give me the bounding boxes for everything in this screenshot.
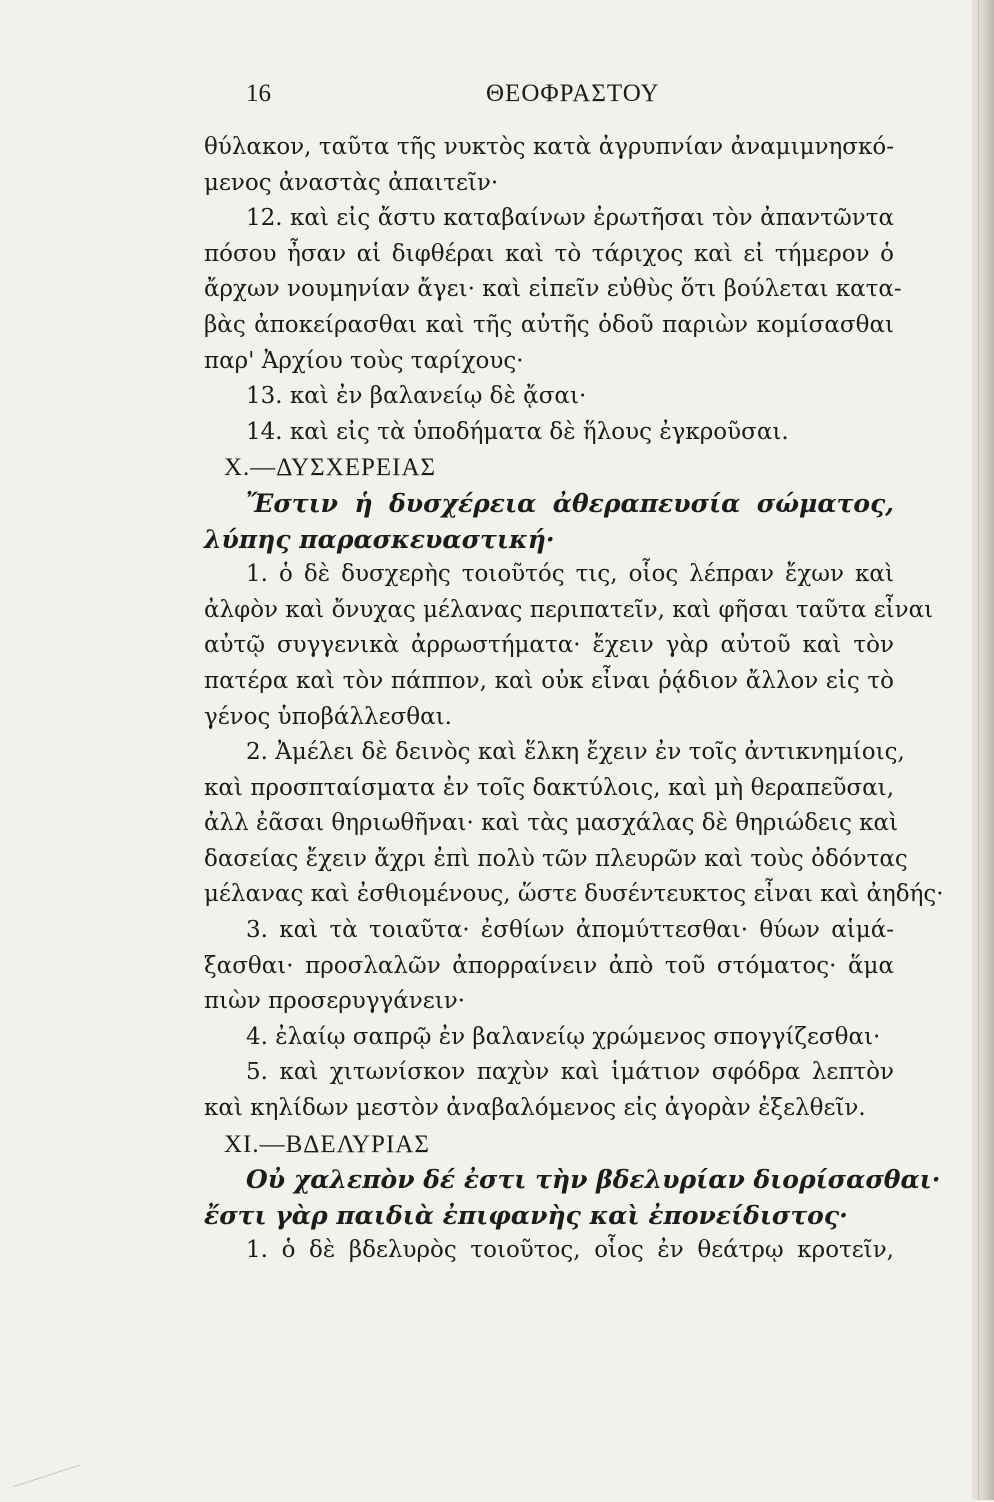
text-line: καὶ προσπταίσματα ἐν τοῖς δακτύλοις, καὶ μὴ θεραπεῦσαι, (204, 774, 894, 801)
text-line: ἀλλ ἐᾶσαι θηριωθῆναι· καὶ τὰς μασχάλας δὲ θηριώδεις καὶ (204, 810, 899, 837)
text-line: 1. ὁ δὲ δυσχερὴς τοιοῦτός τις, οἷος λέπραν ἔχων καὶ (246, 561, 894, 588)
section-heading: XI.—ΒΔΕΛΥΡΙΑΣ (224, 1130, 430, 1158)
text-line: καὶ κηλίδων μεστὸν ἀναβαλόμενος εἰς ἀγορὰν ἐξελθεῖν. (204, 1095, 866, 1122)
text-lines (204, 130, 944, 1269)
corner-scan-mark (13, 1465, 85, 1502)
page-edge-shadow (972, 0, 994, 1500)
text-line: γένος ὑποβάλλεσθαι. (204, 703, 452, 730)
text-line: 3. καὶ τὰ τοιαῦτα· ἐσθίων ἀπομύττεσθαι· θύων αἱμά- (246, 917, 894, 944)
text-line: 2. Ἀμέλει δὲ δεινὸς καὶ ἕλκη ἔχειν ἐν τοῖς ἀντικνημίοις, (246, 739, 905, 766)
running-head (204, 72, 894, 130)
definition-line: λύπης παρασκευαστική· (204, 524, 555, 554)
text-line: 5. καὶ χιτωνίσκον παχὺν καὶ ἱμάτιον σφόδρα λεπτὸν (246, 1059, 894, 1086)
text-line: 13. καὶ ἐν βαλανείῳ δὲ ᾄσαι· (246, 383, 587, 410)
text-line: 4. ἐλαίῳ σαπρῷ ἐν βαλανείῳ χρώμενος σπογγίζεσθαι· (246, 1023, 881, 1050)
text-line: μέλανας καὶ ἐσθιομένους, ὥστε δυσέντευκτος εἶναι καὶ ἀηδής· (204, 881, 944, 908)
text-line: παρ' Ἀρχίου τοὺς ταρίχους· (204, 347, 524, 374)
text-line: θύλακον, ταῦτα τῆς νυκτὸς κατὰ ἀγρυπνίαν ἀναμιμνησκό- (204, 134, 894, 160)
text-line: ξασθαι· προσλαλῶν ἀπορραίνειν ἀπὸ τοῦ στόματος· ἅμα (204, 952, 894, 979)
text-line: 14. καὶ εἰς τὰ ὑποδήματα δὲ ἥλους ἐγκροῦσαι. (246, 418, 789, 445)
text-line: ἄρχων νουμηνίαν ἄγει· καὶ εἰπεῖν εὐθὺς ὅτι βούλεται κατα- (204, 276, 902, 303)
text-line: πιὼν προσερυγγάνειν· (204, 988, 466, 1015)
definition-line: ἔστι γὰρ παιδιὰ ἐπιφανὴς καὶ ἐπονείδιστος· (204, 1200, 848, 1230)
text-line: 12. καὶ εἰς ἄστυ καταβαίνων ἐρωτῆσαι τὸν ἀπαντῶντα (246, 205, 894, 232)
text-block (204, 72, 944, 1269)
text-line: 1. ὁ δὲ βδελυρὸς τοιοῦτος, οἷος ἐν θεάτρῳ κροτεῖν, (246, 1237, 894, 1264)
text-line: δασείας ἔχειν ἄχρι ἐπὶ πολὺ τῶν πλευρῶν καὶ τοὺς ὀδόντας (204, 845, 908, 872)
section-heading: X.—ΔΥΣΧΕΡΕΙΑΣ (224, 454, 437, 482)
text-line: ἀλφὸν καὶ ὄνυχας μέλανας περιπατεῖν, καὶ φῆσαι ταῦτα εἶναι (204, 596, 934, 623)
running-title: ΘΕΟΦΡΑΣΤΟΥ (486, 80, 660, 107)
text-line: πόσου ἦσαν αἱ διφθέραι καὶ τὸ τάριχος καὶ εἰ τήμερον ὁ (204, 240, 894, 267)
definition-line: Οὐ χαλεπὸν δέ ἐστι τὴν βδελυρίαν διορίσασθαι· (246, 1165, 941, 1195)
text-line: μενος ἀναστὰς ἀπαιτεῖν· (204, 169, 499, 196)
text-line: αὐτῷ συγγενικὰ ἀρρωστήματα· ἔχειν γὰρ αὐτοῦ καὶ τὸν (204, 632, 894, 659)
definition-line: Ἔστιν ἡ δυσχέρεια ἀθεραπευσία σώματος, (246, 488, 894, 518)
text-line: πατέρα καὶ τὸν πάππον, καὶ οὐκ εἶναι ῥᾴδιον ἄλλον εἰς τὸ (204, 667, 894, 694)
text-line: βὰς ἀποκείρασθαι καὶ τῆς αὐτῆς ὁδοῦ παριὼν κομίσασθαι (204, 311, 894, 338)
page-number: 16 (246, 80, 271, 107)
